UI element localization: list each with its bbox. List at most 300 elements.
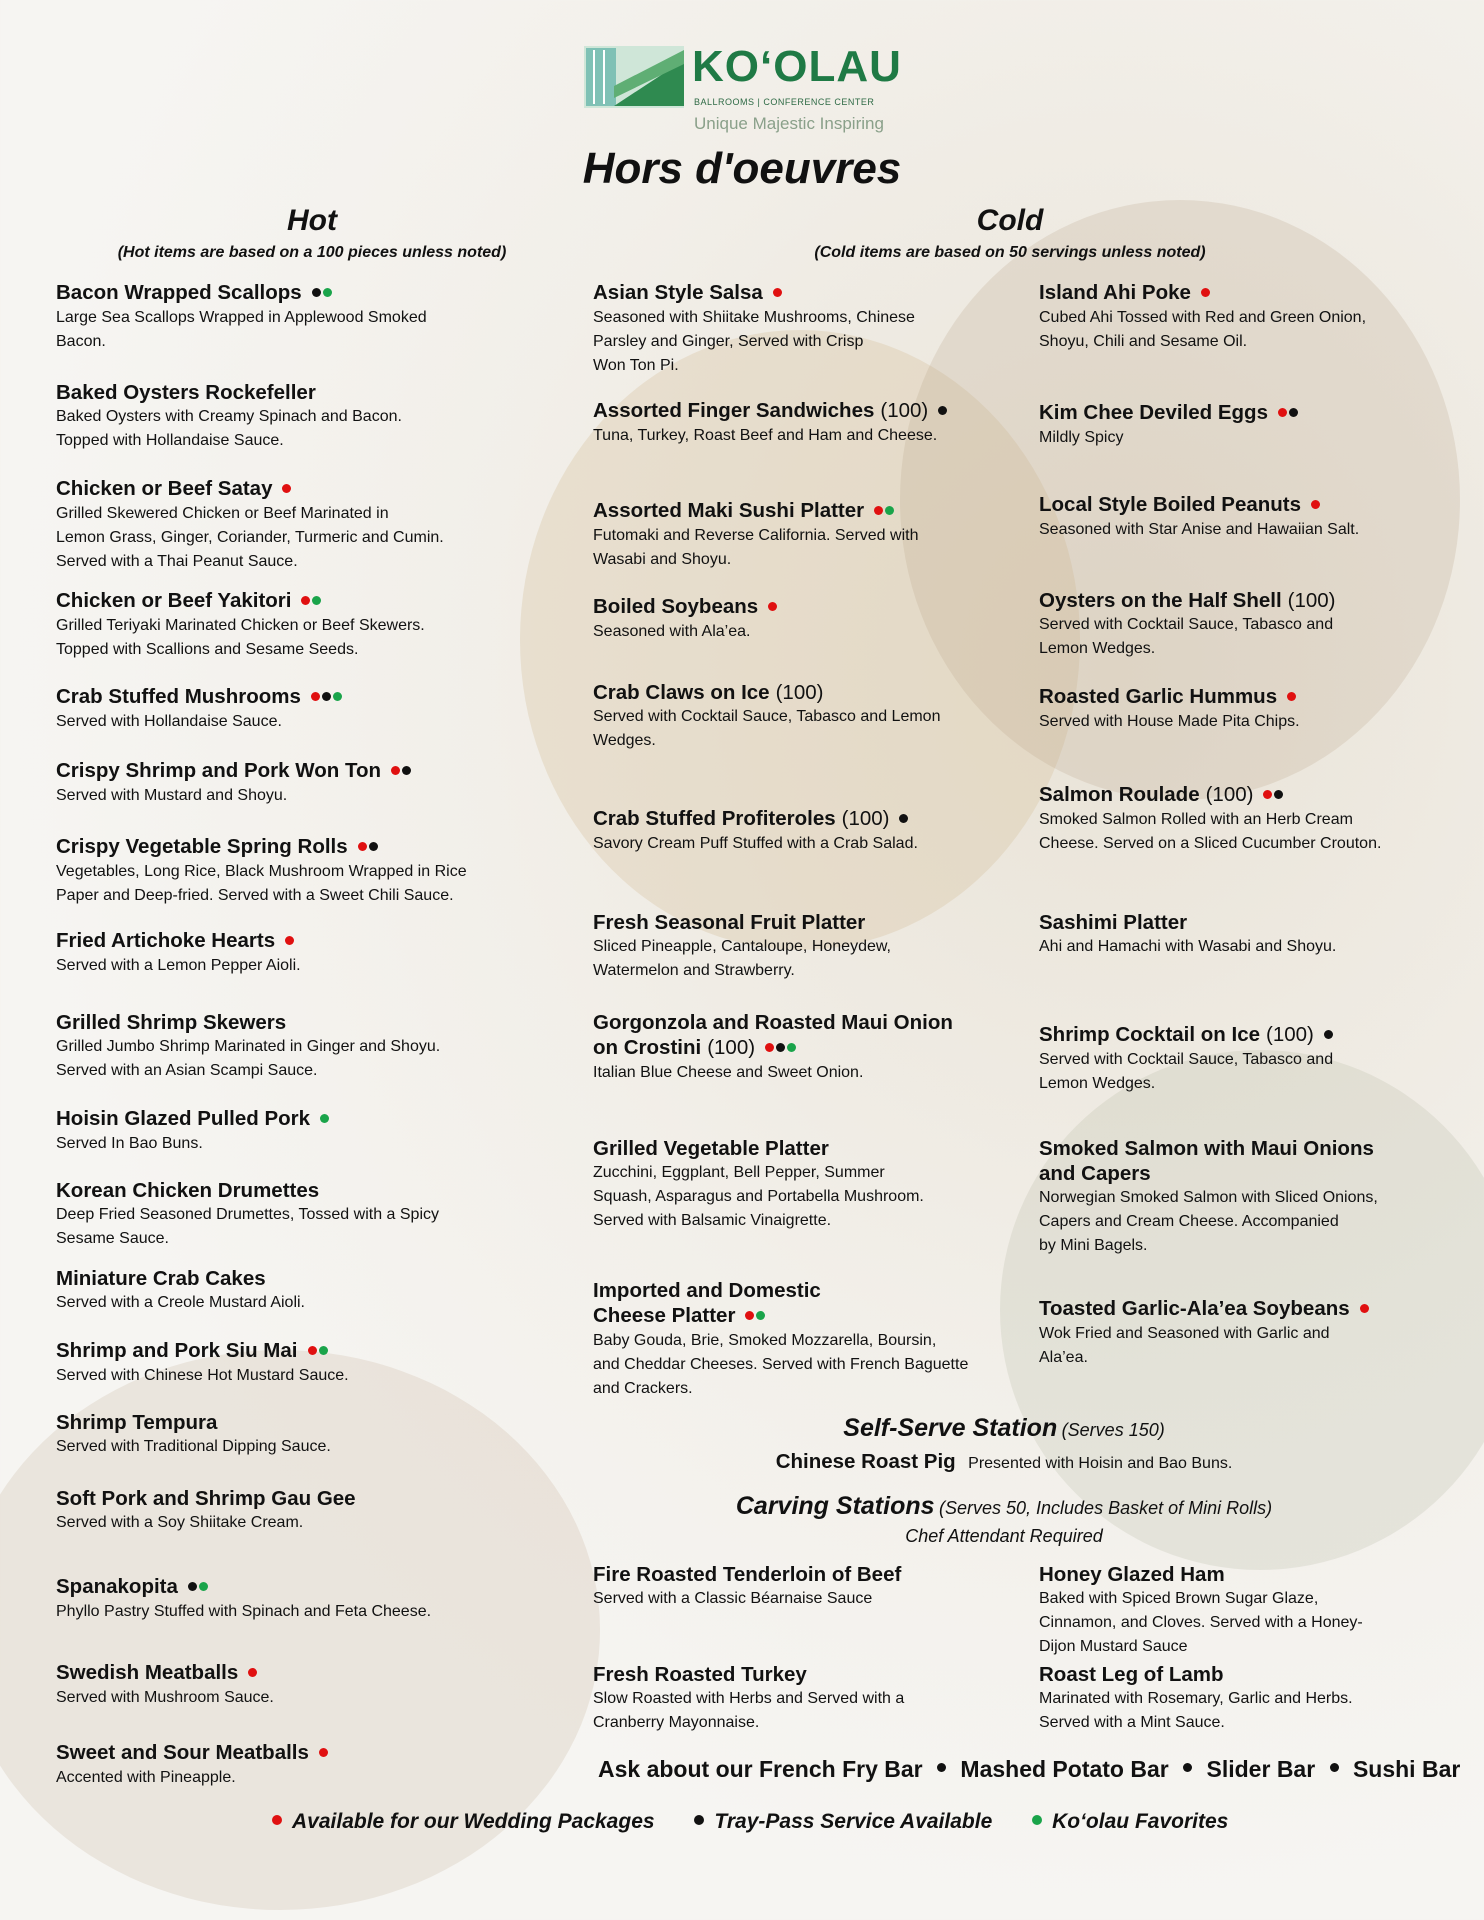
green-dot-icon — [199, 1582, 208, 1591]
dietary-dots — [319, 1741, 330, 1766]
menu-item-name — [1039, 588, 1469, 613]
green-dot-icon — [885, 506, 894, 515]
self-serve-item — [594, 1450, 1414, 1474]
ask-bar: Slider Bar — [1206, 1756, 1316, 1782]
item-quantity: (100) — [841, 807, 890, 830]
item-name-text: Shrimp and Pork Siu Mai — [56, 1339, 298, 1362]
menu-item — [593, 1136, 1023, 1233]
menu-item — [56, 1266, 486, 1315]
item-name-text: Cheese Platter — [593, 1304, 736, 1327]
menu-item — [56, 1010, 486, 1083]
menu-item — [593, 594, 1023, 644]
item-name-text: Sashimi Platter — [1039, 911, 1188, 934]
menu-item-name — [1039, 1562, 1469, 1587]
menu-item-description: Zucchini, Eggplant, Bell Pepper, Summer — [593, 1164, 885, 1181]
menu-item — [56, 758, 486, 808]
menu-item-description: Wasabi and Shoyu. — [593, 551, 732, 569]
red-dot-icon — [1311, 500, 1320, 509]
menu-item — [593, 680, 1023, 753]
menu-item-description: Dijon Mustard Sauce — [1039, 1638, 1188, 1655]
menu-item — [56, 1486, 486, 1535]
black-dot-icon — [899, 814, 908, 823]
menu-item-name — [56, 684, 486, 710]
dietary-dots — [745, 1304, 767, 1329]
menu-item-description: Served with House Made Pita Chips. — [1039, 713, 1300, 731]
red-dot-icon — [1263, 790, 1272, 799]
menu-item-name — [1039, 1136, 1469, 1161]
red-dot-icon — [1278, 408, 1287, 417]
menu-item-name — [1039, 492, 1469, 518]
carving-subnote — [594, 1526, 1414, 1547]
green-dot-icon — [323, 288, 332, 297]
self-serve-title: Self-Serve Station — [843, 1414, 1058, 1442]
item-name-text: Roast Leg of Lamb — [1039, 1663, 1224, 1686]
menu-item — [593, 806, 1023, 856]
item-name-text: Shrimp Cocktail on Ice — [1039, 1023, 1260, 1046]
legend-label: Available for our Wedding Packages — [292, 1810, 655, 1833]
menu-item — [56, 1338, 486, 1388]
menu-item-name — [56, 1106, 486, 1132]
menu-item-name — [593, 1136, 1023, 1161]
menu-item — [56, 1574, 486, 1624]
menu-item-description: Paper and Deep-fried. Served with a Sweet Chili Sauce. — [56, 887, 454, 905]
item-name-text: Kim Chee Deviled Eggs — [1039, 401, 1268, 424]
menu-item — [593, 1562, 1023, 1611]
item-name-text: Soft Pork and Shrimp Gau Gee — [56, 1487, 356, 1510]
item-quantity: (100) — [880, 399, 929, 422]
item-name-text: Local Style Boiled Peanuts — [1039, 493, 1302, 516]
item-name-text: Crab Claws on Ice — [593, 681, 770, 704]
menu-item — [1039, 1022, 1469, 1096]
item-name-text: Roasted Garlic Hummus — [1039, 685, 1278, 708]
menu-item-description: Ala’ea. — [1039, 1349, 1088, 1367]
menu-item-description: Watermelon and Strawberry. — [593, 962, 795, 979]
dietary-dots — [1263, 783, 1285, 808]
menu-item-name — [56, 476, 486, 502]
menu-item-description: Seasoned with Star Anise and Hawaiian Salt. — [1039, 521, 1360, 539]
menu-item-description: Mildly Spicy — [1039, 429, 1124, 447]
menu-item — [593, 498, 1023, 572]
menu-item — [593, 398, 1023, 448]
dietary-dots — [311, 685, 344, 710]
menu-item-description: Won Ton Pi. — [593, 357, 679, 375]
menu-item — [593, 1662, 1023, 1735]
self-serve-heading — [594, 1414, 1414, 1443]
menu-item-description: Baby Gouda, Brie, Smoked Mozzarella, Boursin, — [593, 1332, 937, 1350]
menu-item-name — [1039, 782, 1469, 808]
menu-item-description: Served with a Classic Béarnaise Sauce — [593, 1590, 873, 1607]
menu-item — [1039, 588, 1469, 661]
item-name-text: Assorted Maki Sushi Platter — [593, 499, 865, 522]
menu-item-description: Deep Fried Seasoned Drumettes, Tossed with a Spicy — [56, 1206, 440, 1223]
item-name-text: Smoked Salmon with Maui Onions — [1039, 1137, 1374, 1160]
menu-item-description: Vegetables, Long Rice, Black Mushroom Wrapped in Rice — [56, 863, 467, 881]
menu-item — [56, 928, 486, 978]
menu-item — [56, 834, 486, 908]
black-dot-icon — [1324, 1030, 1333, 1039]
item-name-text: Toasted Garlic-Ala’ea Soybeans — [1039, 1297, 1350, 1320]
red-dot-icon — [319, 1748, 328, 1757]
carving-heading — [594, 1492, 1414, 1521]
item-quantity: (100) — [707, 1036, 756, 1059]
menu-item — [56, 684, 486, 734]
red-dot-icon — [745, 1311, 754, 1320]
menu-item-description: Served with a Creole Mustard Aioli. — [56, 1294, 305, 1311]
black-dot-icon — [312, 288, 321, 297]
menu-item-name — [56, 1486, 486, 1511]
menu-item — [56, 1178, 486, 1251]
legend-entry-tray-pass — [694, 1810, 992, 1833]
menu-item-name — [593, 910, 1023, 935]
item-name-text: Fried Artichoke Hearts — [56, 929, 276, 952]
carving-sub: Chef Attendant Required — [905, 1526, 1103, 1546]
menu-item-description: Bacon. — [56, 333, 106, 351]
logo-tagline: Unique Majestic Inspiring — [694, 114, 884, 133]
menu-item-description: Served with Mushroom Sauce. — [56, 1689, 274, 1707]
self-serve-note: (Serves 150) — [1061, 1420, 1165, 1440]
carving-title: Carving Stations — [735, 1492, 935, 1520]
item-quantity: (100) — [775, 681, 824, 704]
green-dot-icon — [787, 1043, 796, 1052]
menu-item-description: Seasoned with Shiitake Mushrooms, Chinese — [593, 309, 915, 327]
menu-item-name — [56, 1010, 486, 1035]
dietary-dots — [320, 1107, 331, 1132]
menu-item-name — [593, 280, 1023, 306]
menu-item-name — [56, 1178, 486, 1203]
menu-item-description: Served with Balsamic Vinaigrette. — [593, 1212, 832, 1229]
menu-item-name — [56, 280, 486, 306]
green-dot-icon — [756, 1311, 765, 1320]
menu-item-description: Futomaki and Reverse California. Served with — [593, 527, 919, 545]
menu-item-name — [56, 588, 486, 614]
item-name-text: Shrimp Tempura — [56, 1411, 218, 1434]
black-dot-icon — [1274, 790, 1283, 799]
menu-item-name-line2 — [593, 1303, 1023, 1329]
menu-item-name — [56, 758, 486, 784]
menu-item — [56, 1660, 486, 1710]
green-dot-icon — [319, 1346, 328, 1355]
item-name-text: Fresh Roasted Turkey — [593, 1663, 807, 1686]
bullet-separator — [937, 1763, 946, 1772]
menu-item — [1039, 280, 1469, 354]
item-quantity: (100) — [1205, 783, 1254, 806]
menu-item — [593, 1278, 1023, 1401]
item-name-text: Fresh Seasonal Fruit Platter — [593, 911, 866, 934]
menu-item-description: Phyllo Pastry Stuffed with Spinach and Feta Cheese. — [56, 1603, 432, 1621]
item-name-text: Chicken or Beef Satay — [56, 477, 273, 500]
menu-item — [56, 280, 486, 354]
black-dot-icon — [322, 692, 331, 701]
menu-item-description: Smoked Salmon Rolled with an Herb Cream — [1039, 811, 1353, 829]
menu-item-description: Cinnamon, and Cloves. Served with a Honey- — [1039, 1614, 1363, 1631]
item-name-text: Baked Oysters Rockefeller — [56, 381, 316, 404]
menu-item-description: Topped with Hollandaise Sauce. — [56, 432, 284, 449]
menu-item — [1039, 782, 1469, 856]
dietary-dots — [768, 595, 779, 620]
menu-item-name — [56, 1740, 486, 1766]
green-dot-icon — [320, 1114, 329, 1123]
menu-item-description: Marinated with Rosemary, Garlic and Herbs. — [1039, 1690, 1353, 1707]
item-name-text: Sweet and Sour Meatballs — [56, 1741, 309, 1764]
menu-item-description: by Mini Bagels. — [1039, 1237, 1148, 1254]
menu-item — [1039, 1296, 1469, 1370]
menu-item-description: Grilled Skewered Chicken or Beef Marinated in — [56, 505, 389, 523]
menu-item-name — [593, 1562, 1023, 1587]
red-dot-icon — [391, 766, 400, 775]
item-name-text: Imported and Domestic — [593, 1279, 821, 1302]
menu-item-description: Served with a Soy Shiitake Cream. — [56, 1514, 304, 1531]
menu-item-description: Cubed Ahi Tossed with Red and Green Onion, — [1039, 309, 1367, 327]
red-dot-icon — [874, 506, 883, 515]
menu-item — [56, 1740, 486, 1790]
menu-item-description: Served with Mustard and Shoyu. — [56, 787, 288, 805]
menu-item-description: Seasoned with Ala’ea. — [593, 623, 751, 641]
dietary-dots — [282, 477, 293, 502]
red-dot-icon — [768, 602, 777, 611]
menu-item-name — [56, 928, 486, 954]
item-name-text: Korean Chicken Drumettes — [56, 1179, 320, 1202]
red-dot-icon — [773, 288, 782, 297]
menu-item-description: and Cheddar Cheeses. Served with French Baguette — [593, 1356, 969, 1374]
logo-name: KO‘OLAU — [692, 42, 902, 91]
dietary-dots — [358, 835, 380, 860]
menu-item-description: Served with an Asian Scampi Sauce. — [56, 1062, 318, 1079]
menu-item-name — [593, 1662, 1023, 1687]
item-name-text: Asian Style Salsa — [593, 281, 763, 304]
red-dot-icon — [248, 1668, 257, 1677]
menu-item-description: Served with Chinese Hot Mustard Sauce. — [56, 1367, 349, 1385]
item-name-text: Swedish Meatballs — [56, 1661, 239, 1684]
red-dot-icon — [285, 936, 294, 945]
black-dot-icon — [369, 842, 378, 851]
dietary-dots — [301, 589, 323, 614]
legend-entry-wedding — [272, 1810, 655, 1833]
ask-prefix: Ask about our French Fry Bar — [598, 1756, 923, 1782]
item-name-text: Crispy Vegetable Spring Rolls — [56, 835, 348, 858]
red-dot-icon — [1360, 1304, 1369, 1313]
logo-subtitle: BALLROOMS | CONFERENCE CENTER — [694, 97, 875, 107]
red-dot-icon — [358, 842, 367, 851]
menu-item-name — [593, 806, 1023, 832]
menu-item-description: Cheese. Served on a Sliced Cucumber Crouton. — [1039, 835, 1382, 853]
menu-item-description: Sliced Pineapple, Cantaloupe, Honeydew, — [593, 938, 891, 955]
menu-item-description: Savory Cream Puff Stuffed with a Crab Salad. — [593, 835, 918, 853]
dietary-dots — [1311, 493, 1322, 518]
red-dot-icon — [301, 596, 310, 605]
menu-item-description: Grilled Jumbo Shrimp Marinated in Ginger and Shoyu. — [56, 1038, 441, 1055]
logo-mark-icon — [584, 46, 684, 108]
menu-item-description: Sesame Sauce. — [56, 1230, 169, 1247]
dietary-dots — [308, 1339, 330, 1364]
menu-item-description: Ahi and Hamachi with Wasabi and Shoyu. — [1039, 938, 1337, 955]
menu-item-name — [1039, 280, 1469, 306]
bullet-separator — [1330, 1763, 1339, 1772]
red-dot-icon — [308, 1346, 317, 1355]
legend-entry-favorites — [1032, 1810, 1228, 1833]
item-name-text: and Capers — [1039, 1162, 1151, 1185]
menu-item-name — [593, 498, 1023, 524]
menu-item-name-line2 — [1039, 1161, 1469, 1186]
dietary-dots — [248, 1661, 259, 1686]
legend-label: Ko‘olau Favorites — [1052, 1810, 1229, 1833]
item-name-text: Boiled Soybeans — [593, 595, 759, 618]
menu-item — [1039, 1662, 1469, 1735]
menu-item — [56, 380, 486, 453]
menu-item — [56, 588, 486, 662]
menu-item-description: Wok Fried and Seasoned with Garlic and — [1039, 1325, 1330, 1343]
self-serve-item-desc: Presented with Hoisin and Bao Buns. — [968, 1455, 1233, 1472]
menu-item-name — [1039, 684, 1469, 710]
menu-item-name — [1039, 1022, 1469, 1048]
menu-item-description: Served with Hollandaise Sauce. — [56, 713, 282, 731]
dietary-dots — [1287, 685, 1298, 710]
black-dot-icon — [938, 406, 947, 415]
legend-label: Tray-Pass Service Available — [714, 1810, 993, 1833]
item-quantity: (100) — [1266, 1023, 1314, 1046]
item-name-text: Salmon Roulade — [1039, 783, 1200, 806]
black-dot-icon — [402, 766, 411, 775]
menu-item-name — [1039, 1662, 1469, 1687]
menu-item-description: Shoyu, Chili and Sesame Oil. — [1039, 333, 1248, 351]
cold-note: (Cold items are based on 50 servings unless noted) — [814, 244, 1206, 261]
dietary-dots — [899, 807, 910, 832]
item-name-text: Gorgonzola and Roasted Maui Onion — [593, 1011, 953, 1034]
item-name-text: Island Ahi Poke — [1039, 281, 1191, 304]
menu-item-description: Baked with Spiced Brown Sugar Glaze, — [1039, 1590, 1319, 1607]
menu-item-description: Served with Cocktail Sauce, Tabasco and — [1039, 1051, 1334, 1069]
menu-item-description: Served with Traditional Dipping Sauce. — [56, 1438, 331, 1455]
dietary-dots — [1360, 1297, 1371, 1322]
dietary-dots — [391, 759, 413, 784]
menu-item-name-line2 — [593, 1035, 1023, 1061]
item-name-text: on Crostini — [593, 1036, 702, 1059]
menu-item — [1039, 1136, 1469, 1258]
green-dot-icon — [1032, 1815, 1042, 1825]
menu-item-description: Norwegian Smoked Salmon with Sliced Onions, — [1039, 1189, 1378, 1206]
self-serve-item-name: Chinese Roast Pig — [775, 1450, 956, 1473]
menu-item-name — [593, 398, 1023, 424]
hot-heading: Hot — [287, 204, 337, 237]
dietary-dots — [773, 281, 784, 306]
menu-item-name — [1039, 400, 1469, 426]
red-dot-icon — [765, 1043, 774, 1052]
menu-item — [56, 476, 486, 574]
ask-about-bars — [598, 1756, 1460, 1783]
dietary-dots — [1324, 1023, 1335, 1048]
red-dot-icon — [311, 692, 320, 701]
legend — [272, 1810, 1262, 1834]
dietary-dots — [938, 399, 949, 424]
item-name-text: Chicken or Beef Yakitori — [56, 589, 292, 612]
dietary-dots — [188, 1575, 210, 1600]
menu-item-description: Served with a Thai Peanut Sauce. — [56, 553, 298, 571]
menu-item-description: Wedges. — [593, 732, 656, 749]
menu-item-name — [56, 1574, 486, 1600]
red-dot-icon — [1201, 288, 1210, 297]
menu-item-description: Served with a Mint Sauce. — [1039, 1714, 1225, 1731]
menu-item-description: and Crackers. — [593, 1380, 693, 1398]
menu-item — [56, 1106, 486, 1156]
item-name-text: Fire Roasted Tenderloin of Beef — [593, 1563, 902, 1586]
cold-heading: Cold — [976, 204, 1044, 237]
item-name-text: Bacon Wrapped Scallops — [56, 281, 302, 304]
green-dot-icon — [312, 596, 321, 605]
menu-item — [1039, 1562, 1469, 1659]
menu-item-description: Squash, Asparagus and Portabella Mushroom. — [593, 1188, 924, 1205]
menu-item-description: Cranberry Mayonnaise. — [593, 1714, 760, 1731]
item-name-text: Crab Stuffed Mushrooms — [56, 685, 301, 708]
item-name-text: Hoisin Glazed Pulled Pork — [56, 1107, 311, 1130]
menu-item-name — [593, 1010, 1023, 1035]
menu-item-name — [593, 1278, 1023, 1303]
menu-item-description: Served In Bao Buns. — [56, 1135, 203, 1153]
green-dot-icon — [333, 692, 342, 701]
menu-item-description: Accented with Pineapple. — [56, 1769, 236, 1787]
menu-item-name — [56, 1338, 486, 1364]
menu-item-description: Lemon Wedges. — [1039, 1075, 1156, 1093]
menu-item — [593, 910, 1023, 983]
menu-item-description: Parsley and Ginger, Served with Crisp — [593, 333, 864, 351]
item-quantity: (100) — [1287, 589, 1336, 612]
menu-item-description: Grilled Teriyaki Marinated Chicken or Beef Skewers. — [56, 617, 425, 635]
menu-item-name — [1039, 910, 1469, 935]
menu-item-description: Baked Oysters with Creamy Spinach and Bacon. — [56, 408, 402, 425]
menu-item-description: Capers and Cream Cheese. Accompanied — [1039, 1213, 1339, 1230]
dietary-dots — [312, 281, 334, 306]
menu-item — [1039, 400, 1469, 450]
item-name-text: Honey Glazed Ham — [1039, 1563, 1225, 1586]
menu-item-description: Topped with Scallions and Sesame Seeds. — [56, 641, 359, 659]
menu-item — [1039, 910, 1469, 959]
ask-bar: Mashed Potato Bar — [960, 1756, 1169, 1782]
dietary-dots — [765, 1036, 798, 1061]
menu-item-name — [593, 594, 1023, 620]
item-name-text: Crab Stuffed Profiteroles — [593, 807, 836, 830]
menu-item-name — [593, 680, 1023, 705]
page-title: Hors d'oeuvres — [582, 144, 902, 193]
menu-item-name — [56, 1660, 486, 1686]
menu-item — [593, 1010, 1023, 1085]
item-name-text: Miniature Crab Cakes — [56, 1267, 266, 1290]
menu-item — [56, 1410, 486, 1459]
black-dot-icon — [1289, 408, 1298, 417]
black-dot-icon — [188, 1582, 197, 1591]
koolau-logo — [584, 42, 904, 142]
bullet-separator — [1183, 1763, 1192, 1772]
menu-item-name — [56, 380, 486, 405]
menu-item-description: Slow Roasted with Herbs and Served with a — [593, 1690, 905, 1707]
item-name-text: Spanakopita — [56, 1575, 178, 1598]
red-dot-icon — [272, 1815, 282, 1825]
menu-item-name — [56, 1266, 486, 1291]
menu-item-name — [1039, 1296, 1469, 1322]
ask-bar: Sushi Bar — [1352, 1756, 1461, 1782]
item-name-text: Grilled Vegetable Platter — [593, 1137, 829, 1160]
carving-note: (Serves 50, Includes Basket of Mini Rolls) — [938, 1498, 1273, 1518]
menu-item-description: Lemon Grass, Ginger, Coriander, Turmeric and Cumin. — [56, 529, 444, 547]
menu-item-name — [56, 834, 486, 860]
menu-item-description: Large Sea Scallops Wrapped in Applewood Smoked — [56, 309, 427, 327]
dietary-dots — [1278, 401, 1300, 426]
menu-item — [1039, 684, 1469, 734]
red-dot-icon — [1287, 692, 1296, 701]
black-dot-icon — [694, 1815, 704, 1825]
item-name-text: Assorted Finger Sandwiches — [593, 399, 875, 422]
menu-item-description: Tuna, Turkey, Roast Beef and Ham and Cheese. — [593, 427, 938, 445]
black-dot-icon — [776, 1043, 785, 1052]
menu-item-name — [56, 1410, 486, 1435]
menu-item-description: Served with Cocktail Sauce, Tabasco and Lemon — [593, 708, 941, 725]
